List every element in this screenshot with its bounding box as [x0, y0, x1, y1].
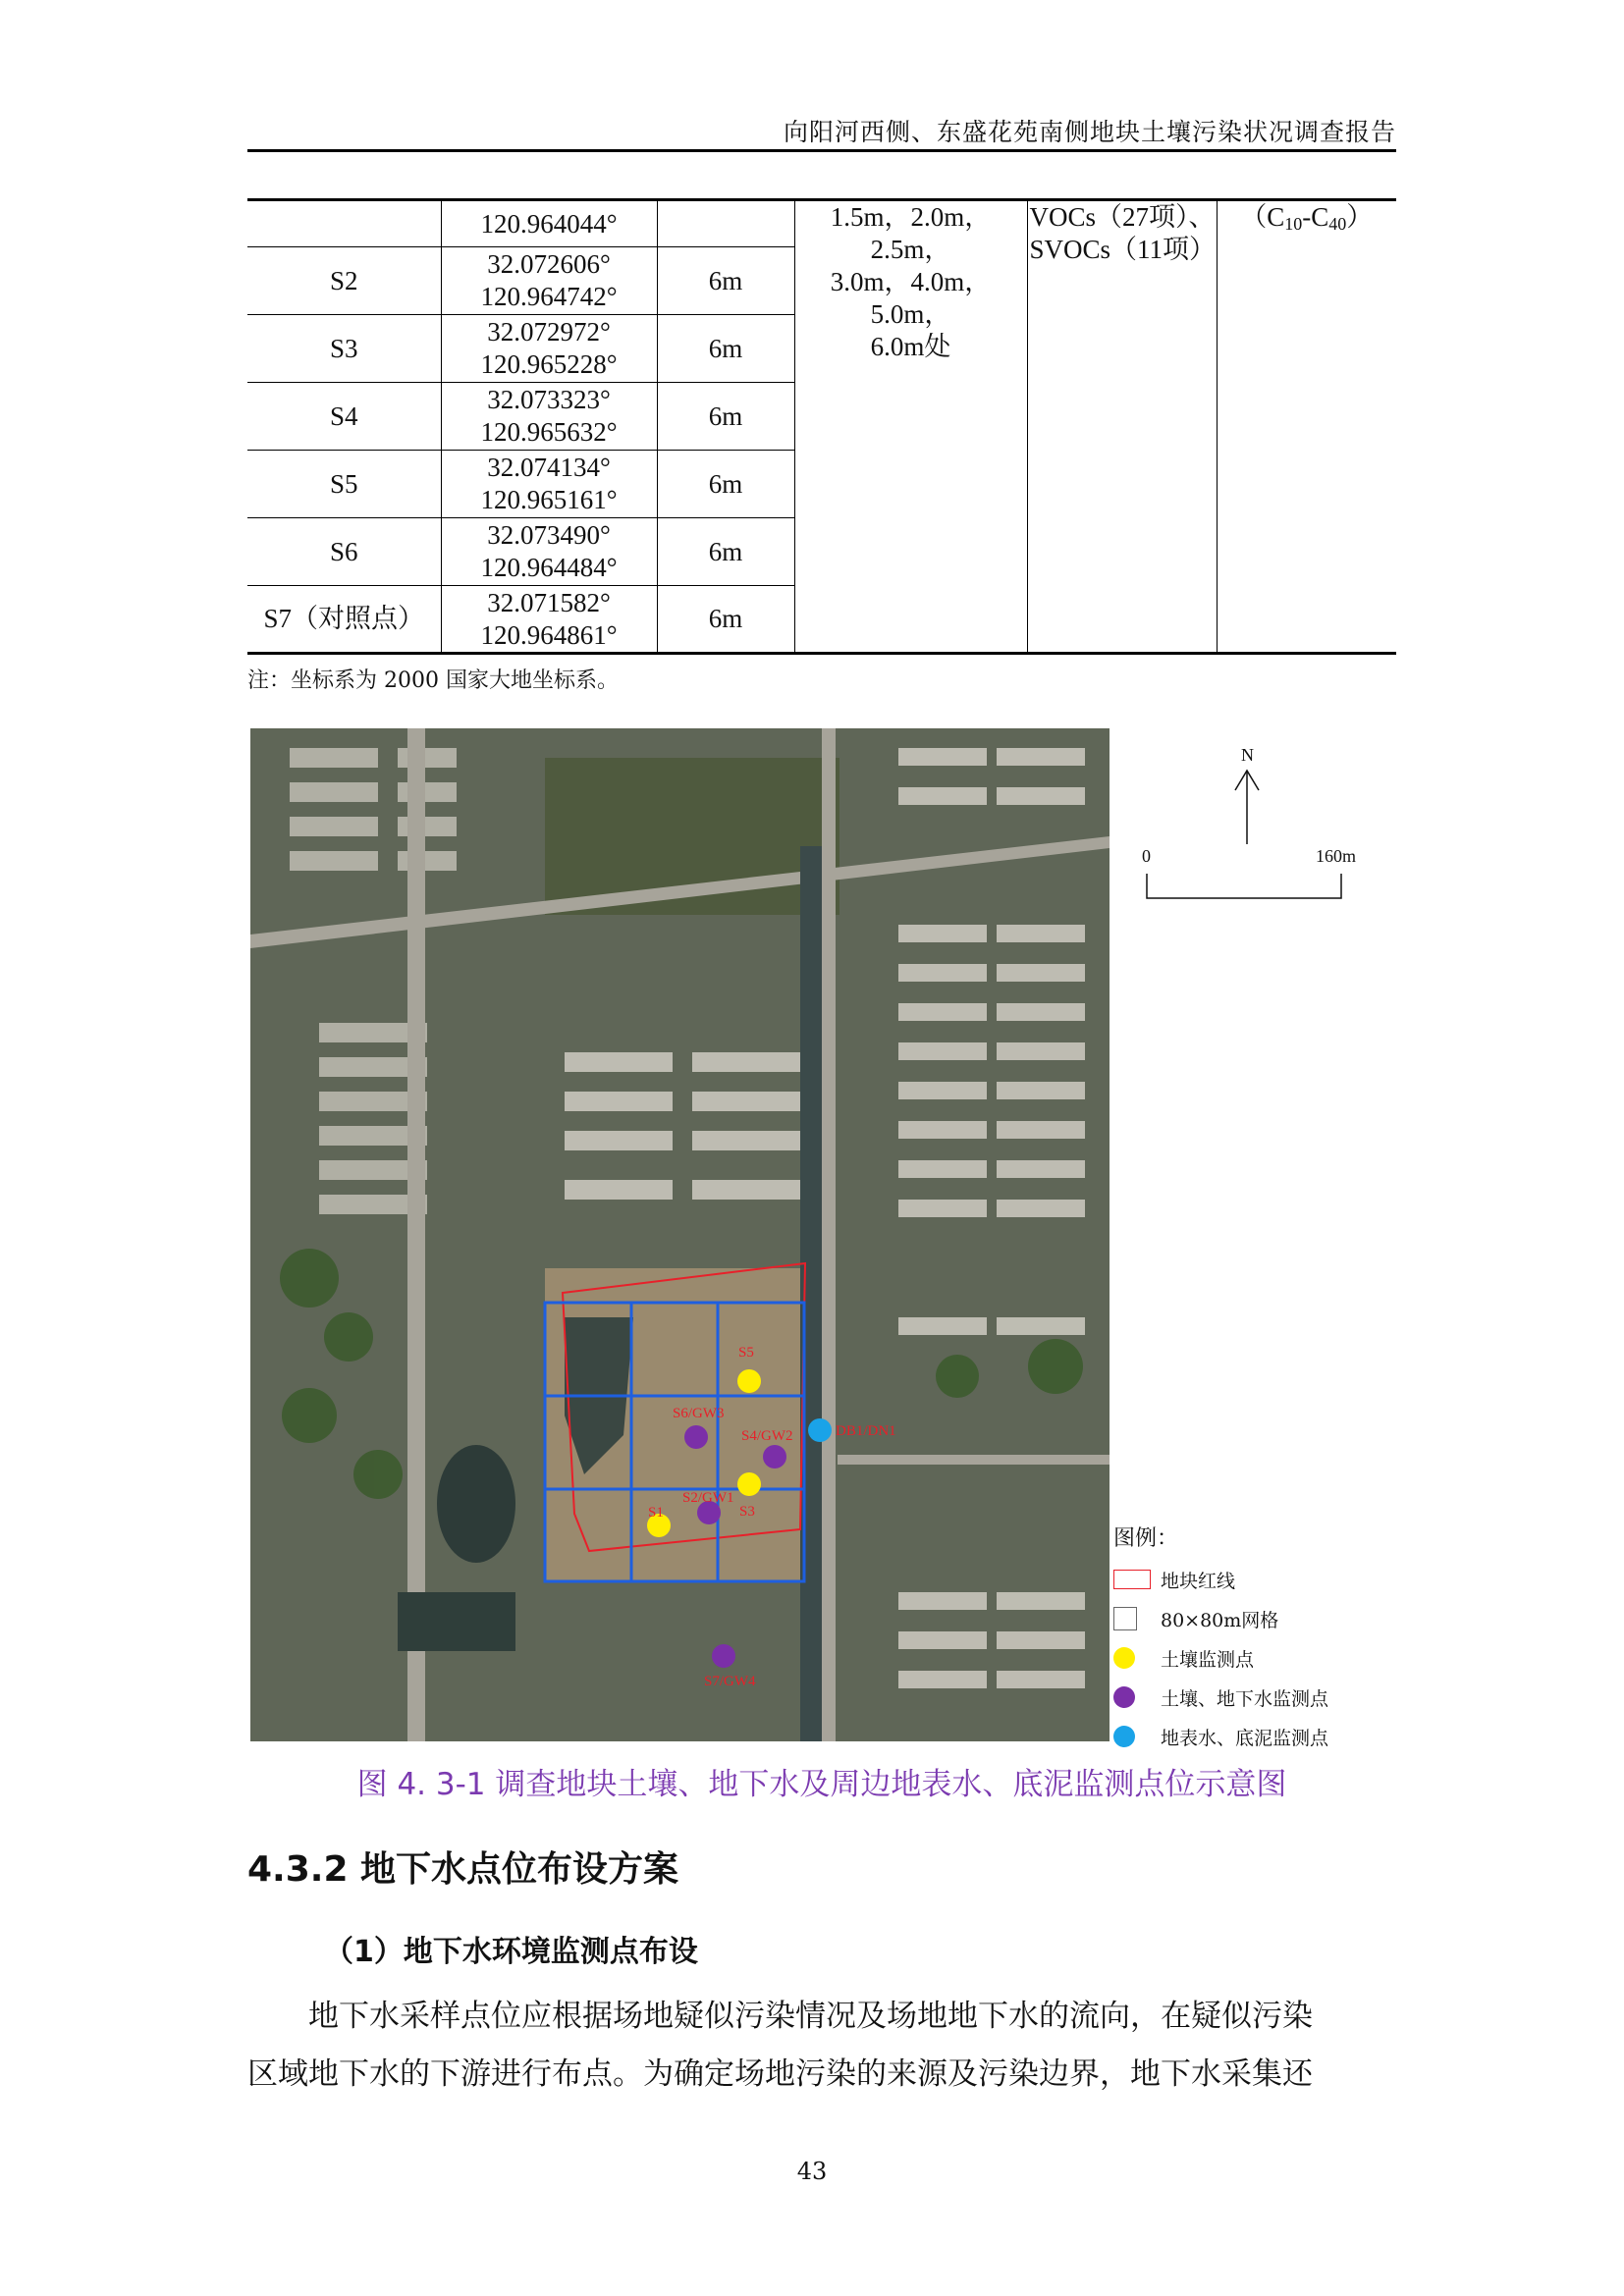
point-id: S4 — [247, 383, 441, 451]
coords: 32.072972° 120.965228° — [441, 315, 657, 383]
point-id: S3 — [247, 315, 441, 383]
legend-item: 80×80m网格 — [1113, 1599, 1408, 1638]
soil-point-s3 — [737, 1472, 761, 1496]
north-arrow — [1218, 741, 1276, 849]
scale-bar — [1139, 844, 1375, 903]
table-row — [247, 200, 1396, 247]
page-header: 向阳河西侧、东盛花苑南侧地块土壤污染状况调查报告 — [783, 118, 1396, 146]
coords: 32.074134° 120.965161° — [441, 451, 657, 518]
surface-sediment-point — [808, 1418, 832, 1442]
depth: 6m — [657, 315, 794, 383]
table-cell-coord — [441, 200, 657, 247]
point-id: S5 — [247, 451, 441, 518]
label-s3: S3 — [739, 1504, 755, 1520]
soil-gw-point-s6 — [684, 1425, 708, 1449]
legend-item: 地块红线 — [1113, 1560, 1408, 1599]
paragraph-line: 地下水采样点位应根据场地疑似污染情况及场地地下水的流向，在疑似污染 — [308, 1999, 1313, 2034]
point-id: S2 — [247, 247, 441, 315]
soil-gw-point-s7 — [712, 1644, 735, 1668]
items-line: VOCs（27项）、 — [1029, 202, 1216, 232]
coords: 32.072606° 120.964742° — [441, 247, 657, 315]
site-map — [250, 728, 1110, 1741]
soil-point-s5 — [737, 1369, 761, 1393]
label-s5: S5 — [738, 1345, 754, 1361]
label-s4gw2: S4/GW2 — [741, 1428, 793, 1444]
coords: 32.071582° 120.964861° — [441, 586, 657, 654]
point-id: S6 — [247, 518, 441, 586]
label-s2gw1: S2/GW1 — [682, 1490, 734, 1506]
paragraph — [247, 1988, 1396, 2104]
items-line: SVOCs（11项） — [1029, 235, 1217, 264]
label-s7gw4: S7/GW4 — [704, 1674, 756, 1689]
depths-line: 1.5m，2.0m，2.5m， — [830, 202, 992, 264]
section-title: 4.3.2 地下水点位布设方案 — [247, 1849, 679, 1890]
soil-gw-point-s4 — [763, 1445, 786, 1468]
legend-item: 地表水、底泥监测点 — [1113, 1717, 1408, 1756]
depth: 6m — [657, 247, 794, 315]
table-note: 注：坐标系为 2000 国家大地坐标系。 — [247, 668, 619, 693]
carbon-range-cell — [1217, 200, 1396, 654]
sampling-table — [247, 198, 1396, 655]
satellite-image — [250, 728, 1110, 1741]
depth: 6m — [657, 586, 794, 654]
depths-line: 6.0m处 — [870, 332, 951, 361]
depths-line: 3.0m，4.0m，5.0m， — [830, 267, 992, 329]
soil-point-icon — [1113, 1647, 1135, 1669]
surface-point-icon — [1113, 1726, 1135, 1747]
north-label: N — [1241, 745, 1254, 765]
table-cell-depth — [657, 200, 794, 247]
figure-caption: 图 4. 3-1 调查地块土壤、地下水及周边地表水、底泥监测点位示意图 — [356, 1767, 1287, 1802]
soil-gw-point-icon — [1113, 1686, 1135, 1708]
label-s6gw3: S6/GW3 — [673, 1406, 725, 1421]
coord-lon: 120.964044° — [480, 208, 618, 239]
label-dbdn: DB1/DN1 — [836, 1423, 896, 1439]
map-legend — [1113, 1522, 1408, 1756]
legend-item: 土壤、地下水监测点 — [1113, 1678, 1408, 1717]
analysis-items-cell — [1027, 200, 1217, 654]
boundary-swatch — [1113, 1570, 1151, 1589]
header-rule — [247, 149, 1396, 152]
legend-item: 土壤监测点 — [1113, 1638, 1408, 1678]
grid-swatch — [1113, 1607, 1137, 1630]
table-cell-id — [247, 200, 441, 247]
page-number: 43 — [796, 2158, 828, 2185]
subsection-title: （1）地下水环境监测点布设 — [324, 1935, 698, 1969]
depth: 6m — [657, 451, 794, 518]
label-s1: S1 — [648, 1505, 664, 1521]
depth: 6m — [657, 518, 794, 586]
depth: 6m — [657, 383, 794, 451]
carbon-range: $(C_{10}-C_{40})$ — [1240, 202, 1374, 234]
coords: 32.073323° 120.965632° — [441, 383, 657, 451]
scale-start: 0 — [1142, 846, 1151, 866]
legend-title: 图例： — [1113, 1526, 1179, 1551]
scale-end: 160m — [1316, 846, 1357, 866]
paragraph-line: 区域地下水的下游进行布点。为确定场地污染的来源及污染边界，地下水采集还 — [247, 2056, 1313, 2092]
coords: 32.073490° 120.964484° — [441, 518, 657, 586]
point-id: S7（对照点） — [247, 586, 441, 654]
sampling-depths-cell — [794, 200, 1027, 654]
